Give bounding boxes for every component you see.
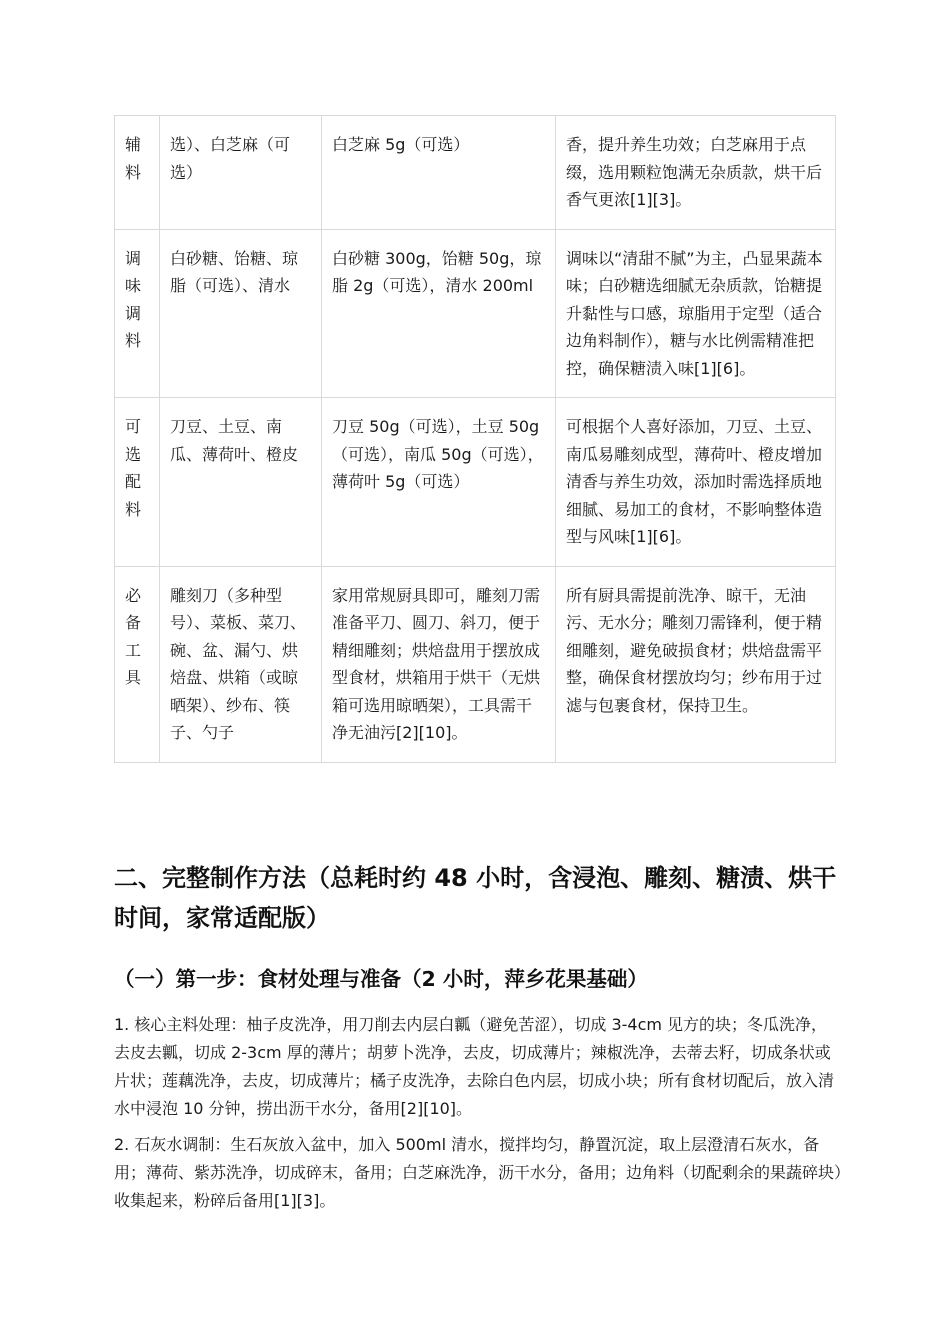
ingredients-table bbox=[114, 115, 836, 763]
category-cell: 辅料 bbox=[115, 116, 160, 230]
amount-cell: 白砂糖 300g，饴糖 50g，琼脂 2g（可选），清水 200ml bbox=[322, 229, 556, 398]
items-cell: 白砂糖、饴糖、琼脂（可选）、清水 bbox=[160, 229, 322, 398]
section-heading: 二、完整制作方法（总耗时约 48 小时，含浸泡、雕刻、糖渍、烘干时间，家常适配版） bbox=[114, 864, 837, 932]
amount-cell: 刀豆 50g（可选），土豆 50g（可选），南瓜 50g（可选），薄荷叶 5g（可选） bbox=[322, 398, 556, 567]
notes-cell: 所有厨具需提前洗净、晾干，无油污、无水分；雕刻刀需锋利，便于精细雕刻，避免破损食材；烘焙盘需平整，确保食材摆放均匀；纱布用于过滤与包裹食材，保持卫生。 bbox=[556, 566, 836, 762]
table-row bbox=[115, 229, 836, 398]
category-cell: 必备工具 bbox=[115, 566, 160, 762]
table-row bbox=[115, 398, 836, 567]
amount-cell: 家用常规厨具即可，雕刻刀需准备平刀、圆刀、斜刀，便于精细雕刻；烘焙盘用于摆放成型食材，烘箱用于烘干（无烘箱可选用晾晒架），工具需干净无油污[2][10]。 bbox=[322, 566, 556, 762]
items-cell: 刀豆、土豆、南瓜、薄荷叶、橙皮 bbox=[160, 398, 322, 567]
subsection-heading: （一）第一步：食材处理与准备（2 小时，萍乡花果基础） bbox=[114, 967, 648, 991]
items-cell: 雕刻刀（多种型号）、菜板、菜刀、碗、盆、漏勺、烘焙盘、烘箱（或晾晒架）、纱布、筷子、勺子 bbox=[160, 566, 322, 762]
category-cell: 可选配料 bbox=[115, 398, 160, 567]
notes-cell: 可根据个人喜好添加，刀豆、土豆、南瓜易雕刻成型，薄荷叶、橙皮增加清香与养生功效，添加时需选择质地细腻、易加工的食材，不影响整体造型与风味[1][6]。 bbox=[556, 398, 836, 567]
items-cell: 选）、白芝麻（可选） bbox=[160, 116, 322, 230]
notes-cell: 调味以“清甜不腻”为主，凸显果蔬本味；白砂糖选细腻无杂质款，饴糖提升黏性与口感，琼脂用于定型（适合边角料制作），糖与水比例需精准把控，确保糖渍入味[1][6]。 bbox=[556, 229, 836, 398]
notes-cell: 香，提升养生功效；白芝麻用于点缀，选用颗粒饱满无杂质款，烘干后香气更浓[1][3]。 bbox=[556, 116, 836, 230]
step-paragraph: 2. 石灰水调制：生石灰放入盆中，加入 500ml 清水，搅拌均匀，静置沉淀，取上层澄清石灰水，备用；薄荷、紫苏洗净，切成碎末，备用；白芝麻洗净，沥干水分，备用；边角料（切配剩余的果蔬碎块）收集起来，粉碎后备用[1][3]。 bbox=[114, 1135, 843, 1210]
step-paragraph: 1. 核心主料处理：柚子皮洗净，用刀削去内层白瓤（避免苦涩），切成 3-4cm 见方的块；冬瓜洗净，去皮去瓤，切成 2-3cm 厚的薄片；胡萝卜洗净，去皮，切成薄片；辣椒洗净，去蒂去籽，切成条状或片状；莲藕洗净，去皮，切成薄片；橘子皮洗净，去除白色内层，切成小块；所有食材切配后，放入清水中浸泡 10 分钟，捞出沥干水分，备用[2][10]。 bbox=[114, 1015, 835, 1118]
category-cell: 调味调料 bbox=[115, 229, 160, 398]
table-row bbox=[115, 116, 836, 230]
table-row bbox=[115, 566, 836, 762]
amount-cell: 白芝麻 5g（可选） bbox=[322, 116, 556, 230]
